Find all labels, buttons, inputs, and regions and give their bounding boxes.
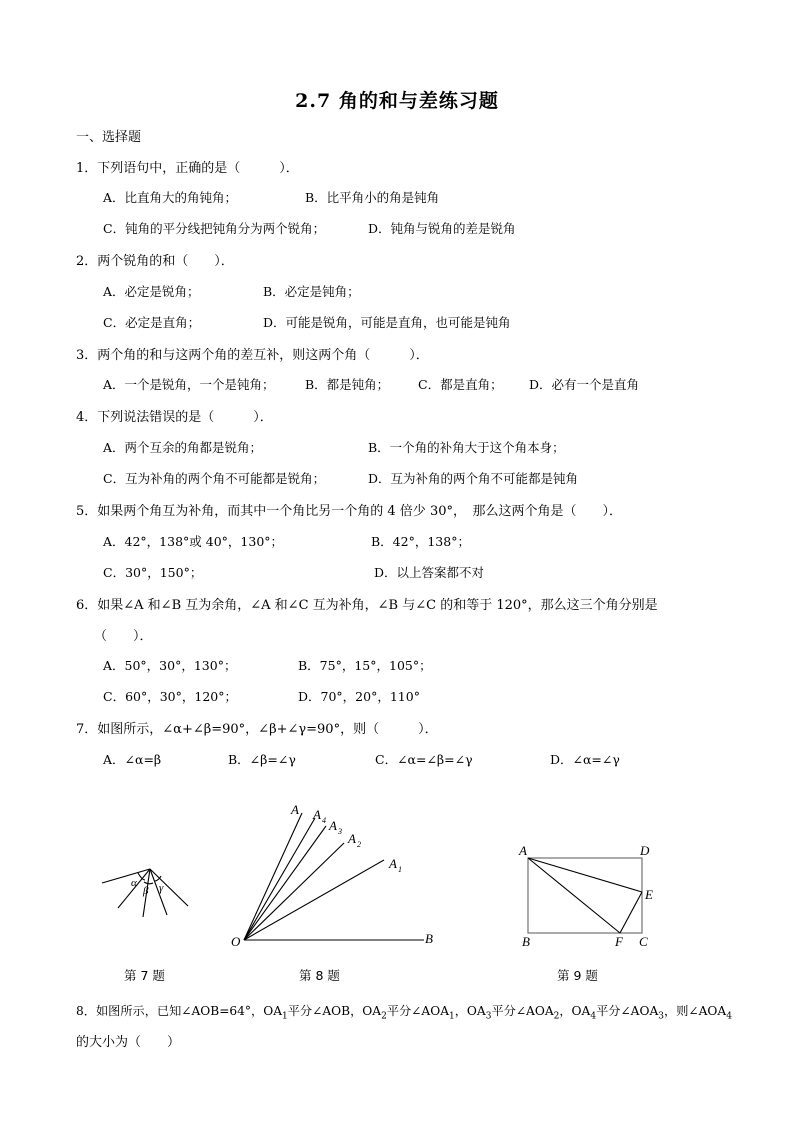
fig9-label-b: B bbox=[522, 934, 530, 949]
fig8-label-a1: A bbox=[389, 856, 397, 871]
question-1-stem: 1．下列语句中，正确的是（ ）． bbox=[76, 161, 299, 176]
fig7-caption: 第 7 题 bbox=[124, 968, 165, 983]
q7-option-b: B．∠β=∠γ bbox=[228, 752, 296, 767]
segment-fe bbox=[620, 892, 642, 933]
question-4-stem: 4．下列说法错误的是（ ）． bbox=[76, 410, 273, 425]
q7-option-c: C．∠α=∠β=∠γ bbox=[375, 752, 473, 767]
q3-option-d: D．必有一个是直角 bbox=[529, 377, 640, 392]
fig8-label-b: B bbox=[425, 931, 433, 946]
ray-oa2 bbox=[244, 843, 344, 940]
fig9-label-c: C bbox=[639, 934, 648, 949]
question-8-stem: 8．如图所示，已知∠AOB=64°，$OA_1$平分∠AOB，$OA_2$平分$\angle AOA_1$，$OA_3$平分$\angle AOA_2$，$OA_4$平分$\angle AOA_3$，则$\angle AOA_4$ bbox=[76, 1004, 732, 1022]
fig8-caption: 第 8 题 bbox=[299, 968, 340, 983]
rectangle-abcd bbox=[528, 858, 642, 933]
ray-oa bbox=[244, 813, 302, 940]
fig9-label-f: F bbox=[615, 934, 623, 949]
segment-af bbox=[528, 858, 620, 933]
question-7-stem: 7．如图所示，∠α+∠β=90°，∠β+∠γ=90°，则（ ）． bbox=[76, 722, 438, 737]
q5-option-d: D．以上答案都不对 bbox=[374, 565, 485, 580]
figure-9 bbox=[528, 858, 642, 933]
q1-option-c: C．钝角的平分线把钝角分为两个锐角； bbox=[103, 221, 326, 236]
fig8-label-a1-sub: 1 bbox=[398, 865, 402, 874]
q4-option-a: A．两个互余的角都是锐角； bbox=[103, 440, 263, 455]
fig9-label-e: E bbox=[645, 887, 653, 902]
q1-option-d: D．钝角与锐角的差是锐角 bbox=[368, 221, 516, 236]
fig8-label-a3: A bbox=[329, 818, 337, 833]
q3-option-a: A．一个是锐角，一个是钝角； bbox=[103, 377, 275, 392]
section-heading: 一、选择题 bbox=[76, 130, 142, 145]
q1-option-a: A．比直角大的角钝角； bbox=[103, 190, 238, 205]
question-6-stem-continued: （ ）． bbox=[94, 629, 153, 644]
q5-option-a: A．42°，138°或 40°，130°； bbox=[103, 534, 284, 549]
q6-option-c: C．60°，30°，120°； bbox=[103, 689, 237, 704]
figure-8 bbox=[244, 813, 424, 940]
fig8-label-a2: A bbox=[348, 831, 356, 846]
fig8-label-a3-sub: 3 bbox=[338, 827, 342, 836]
segment-ae bbox=[528, 858, 642, 892]
q5-option-b: B．42°，138°； bbox=[371, 534, 470, 549]
q2-option-d: D．可能是锐角，可能是直角，也可能是钝角 bbox=[263, 315, 511, 330]
ray-oa4 bbox=[244, 818, 315, 940]
q6-option-d: D．70°，20°，110° bbox=[298, 689, 420, 704]
fig8-label-a4-sub: 4 bbox=[322, 816, 326, 825]
fig9-label-d: D bbox=[640, 843, 650, 858]
fig7-label-beta: β bbox=[143, 885, 149, 897]
q4-option-c: C．互为补角的两个角不可能都是锐角； bbox=[103, 471, 326, 486]
page-title: 2.7 角的和与差练习题 bbox=[295, 90, 499, 112]
question-5-stem: 5．如果两个角互为补角，而其中一个角比另一个角的 4 倍少 30°， 那么这两个角是（ ）． bbox=[76, 504, 622, 519]
fig7-label-gamma: γ bbox=[159, 882, 164, 894]
question-6-stem: 6．如果∠A 和∠B 互为余角，∠A 和∠C 互为补角，∠B 与∠C 的和等于 120°，那么这三个角分别是 bbox=[76, 598, 658, 613]
q4-option-d: D．互为补角的两个角不可能都是钝角 bbox=[368, 471, 579, 486]
fig8-label-o: O bbox=[231, 934, 241, 949]
q3-option-b: B．都是钝角； bbox=[305, 377, 390, 392]
q2-option-c: C．必定是直角； bbox=[103, 315, 201, 330]
question-3-stem: 3．两个角的和与这两个角的差互补，则这两个角（ ）． bbox=[76, 348, 429, 363]
fig7-label-alpha: α bbox=[131, 877, 137, 889]
q5-option-c: C．30°，150°； bbox=[103, 565, 203, 580]
q3-option-c: C．都是直角； bbox=[418, 377, 503, 392]
question-8-stem-continued: 的大小为（ ） bbox=[76, 1035, 181, 1050]
q1-option-b: B．比平角小的角是钝角 bbox=[305, 190, 440, 205]
q7-option-d: D．∠α=∠γ bbox=[550, 752, 620, 767]
ray-oa1 bbox=[244, 860, 384, 940]
fig9-label-a: A bbox=[519, 843, 527, 858]
q7-option-a: A．∠α=β bbox=[103, 752, 162, 767]
ray-oa3 bbox=[244, 826, 326, 940]
q6-option-b: B．75°，15°，105°； bbox=[298, 658, 432, 673]
q2-option-a: A．必定是锐角； bbox=[103, 284, 200, 299]
fig8-label-a: A bbox=[291, 802, 299, 817]
q4-option-b: B．一个角的补角大于这个角本身； bbox=[368, 440, 565, 455]
fig8-label-a2-sub: 2 bbox=[357, 840, 361, 849]
figure-7 bbox=[102, 869, 188, 917]
fig8-label-a4: A bbox=[313, 807, 321, 822]
fig9-caption: 第 9 题 bbox=[557, 968, 598, 983]
q6-option-a: A．50°，30°，130°； bbox=[103, 658, 237, 673]
question-2-stem: 2．两个锐角的和（ ）． bbox=[76, 254, 234, 269]
q2-option-b: B．必定是钝角； bbox=[263, 284, 360, 299]
